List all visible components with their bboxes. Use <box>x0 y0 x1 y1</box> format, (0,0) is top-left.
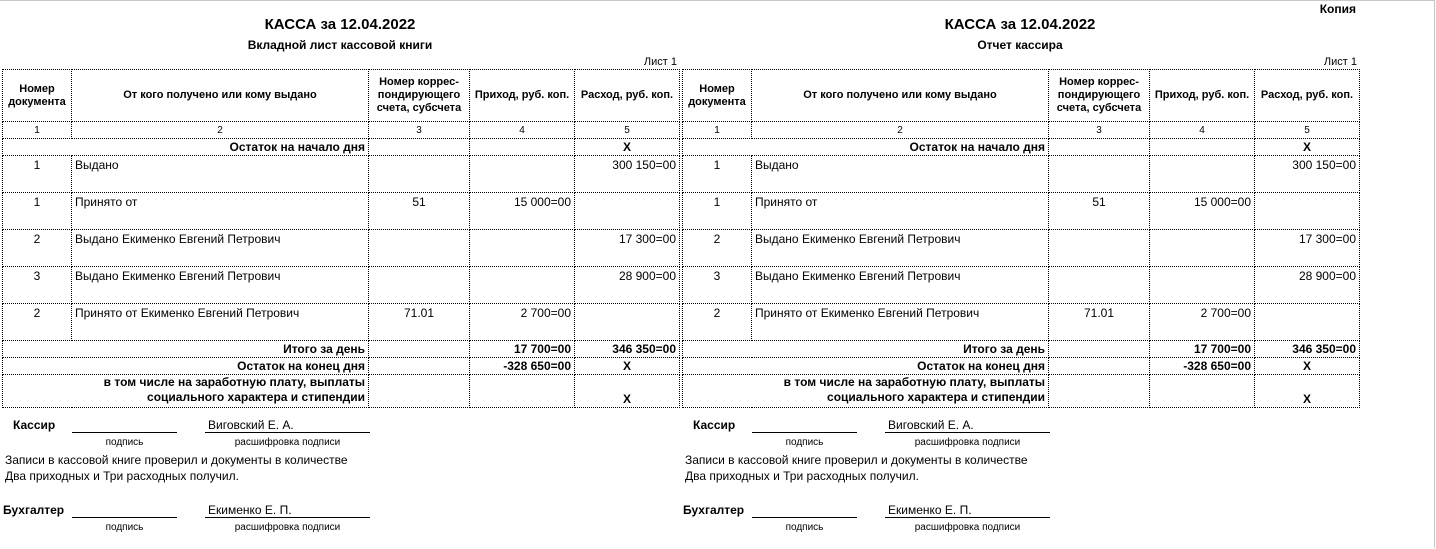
table-row <box>683 267 1360 304</box>
row-account <box>369 156 470 193</box>
accountant-signature-line <box>752 503 857 518</box>
signature-caption: подпись <box>785 522 824 533</box>
header-expense: Расход, руб. коп. <box>575 70 680 122</box>
total-income: 17 700=00 <box>1150 341 1255 358</box>
row-account: 51 <box>1049 193 1150 230</box>
accountant-signature-line <box>72 503 177 518</box>
row-expense: 28 900=00 <box>1255 267 1360 304</box>
row-expense <box>1255 193 1360 230</box>
table-row <box>3 267 680 304</box>
table-row <box>683 193 1360 230</box>
decode-caption: расшифровка подписи <box>914 437 1021 448</box>
row-doc: 3 <box>683 267 752 304</box>
accountant-name <box>205 503 370 518</box>
opening-label: Остаток на начало дня <box>3 139 369 156</box>
row-account <box>1049 230 1150 267</box>
opening-x: X <box>1255 139 1360 156</box>
cashier-label: Кассир <box>693 418 736 432</box>
row-doc: 1 <box>683 193 752 230</box>
including-label <box>683 375 1049 408</box>
empty-cell <box>1049 375 1150 408</box>
closing-x: X <box>575 358 680 375</box>
row-account <box>369 267 470 304</box>
row-who: Выдано <box>72 156 369 193</box>
table-row <box>3 156 680 193</box>
table-row <box>683 304 1360 341</box>
cashier-name-text: Виговский Е. А. <box>208 418 294 432</box>
verification-note: Записи в кассовой книге проверил и документы в количестве <box>685 453 1028 467</box>
row-doc: 1 <box>683 156 752 193</box>
including-label-line: социального характера и стипендии <box>827 390 1045 404</box>
header-expense: Расход, руб. коп. <box>1255 70 1360 122</box>
row-income <box>1150 156 1255 193</box>
decode-caption: расшифровка подписи <box>914 522 1021 533</box>
row-who: Принято от <box>752 193 1049 230</box>
col-number: 4 <box>470 122 575 139</box>
header-income: Приход, руб. коп. <box>1150 70 1255 122</box>
left-title: КАССА за 12.04.2022 <box>264 16 416 33</box>
row-who: Выдано <box>752 156 1049 193</box>
accountant-label: Бухгалтер <box>3 503 65 517</box>
table-row <box>683 156 1360 193</box>
documents-note: Два приходных и Три расходных получил. <box>5 469 239 483</box>
table-row <box>3 193 680 230</box>
row-who: Принято от <box>72 193 369 230</box>
row-doc: 2 <box>3 304 72 341</box>
cashier-name-text: Виговский Е. А. <box>888 418 974 432</box>
signature-caption: подпись <box>105 437 144 448</box>
row-account <box>1049 156 1150 193</box>
including-x: X <box>1255 375 1360 408</box>
signature-caption: подпись <box>105 522 144 533</box>
total-expense: 346 350=00 <box>1255 341 1360 358</box>
header-account: Номер коррес-пондирующего счета, субсчета <box>1049 70 1150 122</box>
row-doc: 1 <box>3 193 72 230</box>
empty-cell <box>1150 139 1255 156</box>
row-account <box>369 230 470 267</box>
row-doc: 2 <box>683 304 752 341</box>
col-number: 5 <box>1255 122 1360 139</box>
col-number: 4 <box>1150 122 1255 139</box>
row-doc: 3 <box>3 267 72 304</box>
closing-income: -328 650=00 <box>1150 358 1255 375</box>
row-who: Выдано Екименко Евгений Петрович <box>752 230 1049 267</box>
col-number: 1 <box>3 122 72 139</box>
including-row <box>3 375 680 408</box>
accountant-name <box>885 503 1050 518</box>
including-row <box>683 375 1360 408</box>
row-who: Выдано Екименко Евгений Петрович <box>72 230 369 267</box>
decode-caption: расшифровка подписи <box>234 437 341 448</box>
row-who: Принято от Екименко Евгений Петрович <box>72 304 369 341</box>
row-expense: 28 900=00 <box>575 267 680 304</box>
row-expense: 300 150=00 <box>1255 156 1360 193</box>
row-expense: 17 300=00 <box>575 230 680 267</box>
right-subtitle: Отчет кассира <box>977 38 1063 52</box>
right-title: КАССА за 12.04.2022 <box>944 16 1096 33</box>
empty-cell <box>369 358 470 375</box>
opening-balance-row <box>3 139 680 156</box>
total-label: Итого за день <box>3 341 369 358</box>
closing-label: Остаток на конец дня <box>683 358 1049 375</box>
opening-x: X <box>575 139 680 156</box>
row-income <box>470 156 575 193</box>
col-number: 1 <box>683 122 752 139</box>
empty-cell <box>470 139 575 156</box>
row-income <box>470 230 575 267</box>
closing-balance-row <box>3 358 680 375</box>
verification-note: Записи в кассовой книге проверил и документы в количестве <box>5 453 348 467</box>
col-number: 3 <box>369 122 470 139</box>
col-number: 2 <box>72 122 369 139</box>
row-account: 71.01 <box>1049 304 1150 341</box>
left-subtitle: Вкладной лист кассовой книги <box>247 38 433 52</box>
row-who: Выдано Екименко Евгений Петрович <box>72 267 369 304</box>
row-who: Выдано Екименко Евгений Петрович <box>752 267 1049 304</box>
documents-note: Два приходных и Три расходных получил. <box>685 469 919 483</box>
including-label-line: в том числе на заработную плату, выплаты <box>783 375 1045 389</box>
row-expense: 17 300=00 <box>1255 230 1360 267</box>
table-row <box>3 230 680 267</box>
right-sheet-number: Лист 1 <box>1323 56 1357 68</box>
row-expense: 300 150=00 <box>575 156 680 193</box>
opening-balance-row <box>683 139 1360 156</box>
left-sheet-number: Лист 1 <box>643 56 677 68</box>
row-income: 15 000=00 <box>1150 193 1255 230</box>
table-header <box>683 70 1360 122</box>
empty-cell <box>1150 375 1255 408</box>
including-label-line: социального характера и стипендии <box>147 390 365 404</box>
table-header <box>3 70 680 122</box>
including-label-line: в том числе на заработную плату, выплаты <box>103 375 365 389</box>
right-cash-table <box>682 69 1360 408</box>
header-account: Номер коррес-пондирующего счета, субсчета <box>369 70 470 122</box>
cashier-signature-line <box>752 418 857 433</box>
accountant-name-text: Екименко Е. П. <box>208 503 292 517</box>
row-expense <box>575 304 680 341</box>
total-label: Итого за день <box>683 341 1049 358</box>
header-income: Приход, руб. коп. <box>470 70 575 122</box>
row-expense <box>1255 304 1360 341</box>
cashier-name <box>205 418 370 433</box>
row-income: 2 700=00 <box>1150 304 1255 341</box>
closing-x: X <box>1255 358 1360 375</box>
column-numbers <box>3 122 680 139</box>
copy-label: Копия <box>1319 2 1356 16</box>
total-row <box>3 341 680 358</box>
decode-caption: расшифровка подписи <box>234 522 341 533</box>
row-doc: 1 <box>3 156 72 193</box>
column-numbers <box>683 122 1360 139</box>
closing-balance-row <box>683 358 1360 375</box>
empty-cell <box>1049 358 1150 375</box>
header-who: От кого получено или кому выдано <box>72 70 369 122</box>
table-row <box>3 304 680 341</box>
including-x: X <box>575 375 680 408</box>
empty-cell <box>369 341 470 358</box>
total-expense: 346 350=00 <box>575 341 680 358</box>
empty-cell <box>1049 341 1150 358</box>
cashier-label: Кассир <box>13 418 56 432</box>
signature-caption: подпись <box>785 437 824 448</box>
cashier-name <box>885 418 1050 433</box>
row-account <box>1049 267 1150 304</box>
row-income <box>1150 267 1255 304</box>
row-account: 71.01 <box>369 304 470 341</box>
empty-cell <box>369 375 470 408</box>
row-income: 15 000=00 <box>470 193 575 230</box>
table-row <box>683 230 1360 267</box>
closing-income: -328 650=00 <box>470 358 575 375</box>
row-doc: 2 <box>3 230 72 267</box>
header-doc-number: Номер документа <box>3 70 72 122</box>
total-row <box>683 341 1360 358</box>
empty-cell <box>470 375 575 408</box>
cashier-signature-line <box>72 418 177 433</box>
row-account: 51 <box>369 193 470 230</box>
accountant-label: Бухгалтер <box>683 503 745 517</box>
col-number: 3 <box>1049 122 1150 139</box>
cashier-report-sheet <box>680 0 1360 549</box>
accountant-name-text: Екименко Е. П. <box>888 503 972 517</box>
col-number: 5 <box>575 122 680 139</box>
row-expense <box>575 193 680 230</box>
header-who: От кого получено или кому выдано <box>752 70 1049 122</box>
including-label <box>3 375 369 408</box>
row-doc: 2 <box>683 230 752 267</box>
opening-label: Остаток на начало дня <box>683 139 1049 156</box>
cash-book-sheet <box>0 0 680 549</box>
total-income: 17 700=00 <box>470 341 575 358</box>
left-cash-table <box>2 69 680 408</box>
empty-cell <box>1049 139 1150 156</box>
empty-cell <box>369 139 470 156</box>
row-who: Принято от Екименко Евгений Петрович <box>752 304 1049 341</box>
header-doc-number: Номер документа <box>683 70 752 122</box>
row-income: 2 700=00 <box>470 304 575 341</box>
row-income <box>470 267 575 304</box>
col-number: 2 <box>752 122 1049 139</box>
closing-label: Остаток на конец дня <box>3 358 369 375</box>
row-income <box>1150 230 1255 267</box>
